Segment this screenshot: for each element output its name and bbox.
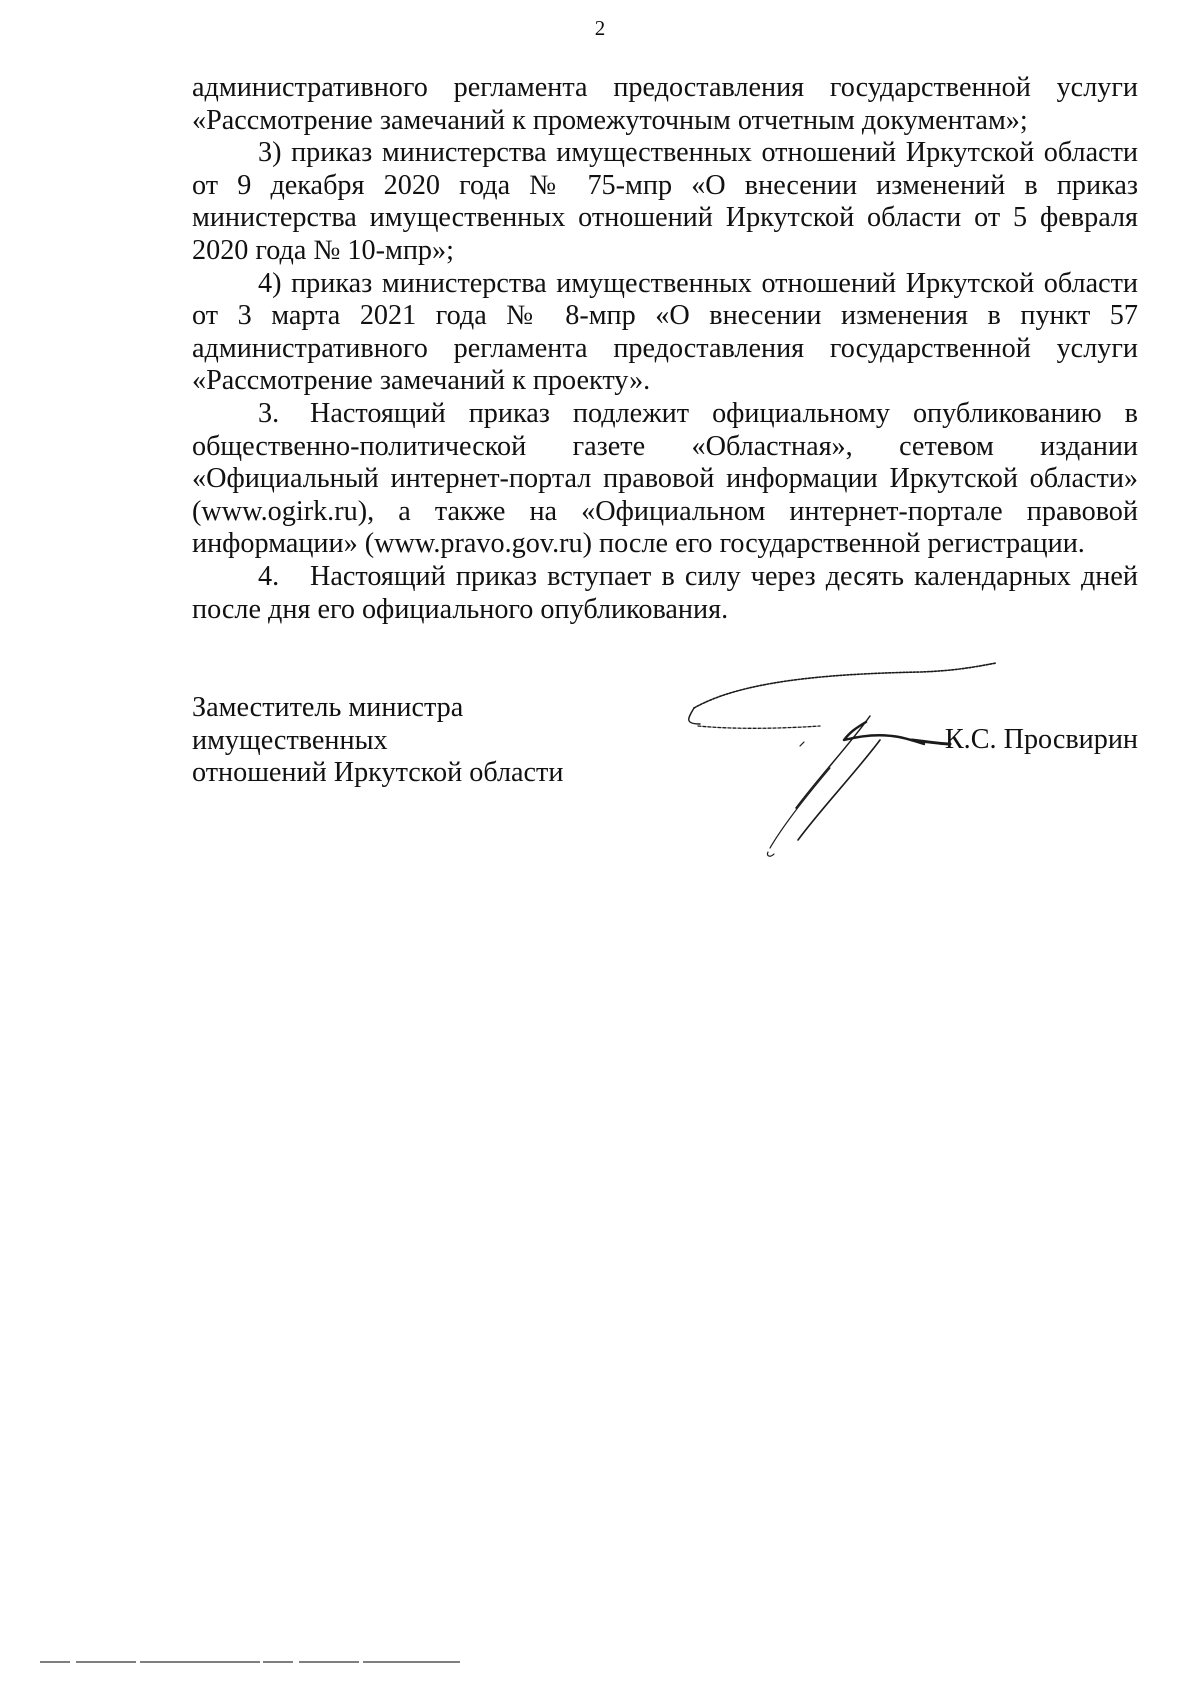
clause-text-3: Настоящий приказ подлежит официальному опубликованию в общественно-политической газете «Областная», сетевом издании «Официальный интернет-портал правовой информации Иркутской области» (www.ogirk.ru), а также на «Официальном интернет-портале правовой информации» (www.pravo.gov.ru) после его государственной регистрации. (192, 397, 1138, 560)
document-body (192, 72, 1138, 626)
signatory-position-line-2: отношений Иркутской области (192, 757, 564, 789)
paragraph-item-3: 3) приказ министерства имущественных отношений Иркутской области от 9 декабря 2020 года № 75-мпр «О внесении изменений в приказ министерства имущественных отношений Иркутской области от 5 февраля 2020 года № 10-мпр»; (192, 137, 1138, 266)
clause-number-4: 4. (258, 560, 280, 592)
scan-artifact-line (40, 1660, 460, 1664)
clause-number-3: 3. (258, 397, 280, 429)
handwritten-signature-icon (680, 660, 1020, 870)
signatory-name: К.С. Просвирин (944, 724, 1138, 755)
page-number: 2 (594, 16, 606, 40)
clause-text-4: Настоящий приказ вступает в силу через десять календарных дней после дня его официального опубликования. (192, 560, 1138, 625)
paragraph-clause-3 (192, 398, 1138, 561)
signatory-position-line-1: Заместитель министра имущественных (192, 692, 464, 756)
signatory-position (192, 692, 662, 790)
paragraph-continuation: административного регламента предоставления государственной услуги «Рассмотрение замечаний к промежуточным отчетным документам»; (192, 72, 1138, 136)
paragraph-item-4: 4) приказ министерства имущественных отношений Иркутской области от 3 марта 2021 года № 8-мпр «О внесении изменения в пункт 57 административного регламента предоставления государственной услуги «Рассмотрение замечаний к проекту». (192, 267, 1138, 397)
paragraph-clause-4 (192, 561, 1138, 626)
